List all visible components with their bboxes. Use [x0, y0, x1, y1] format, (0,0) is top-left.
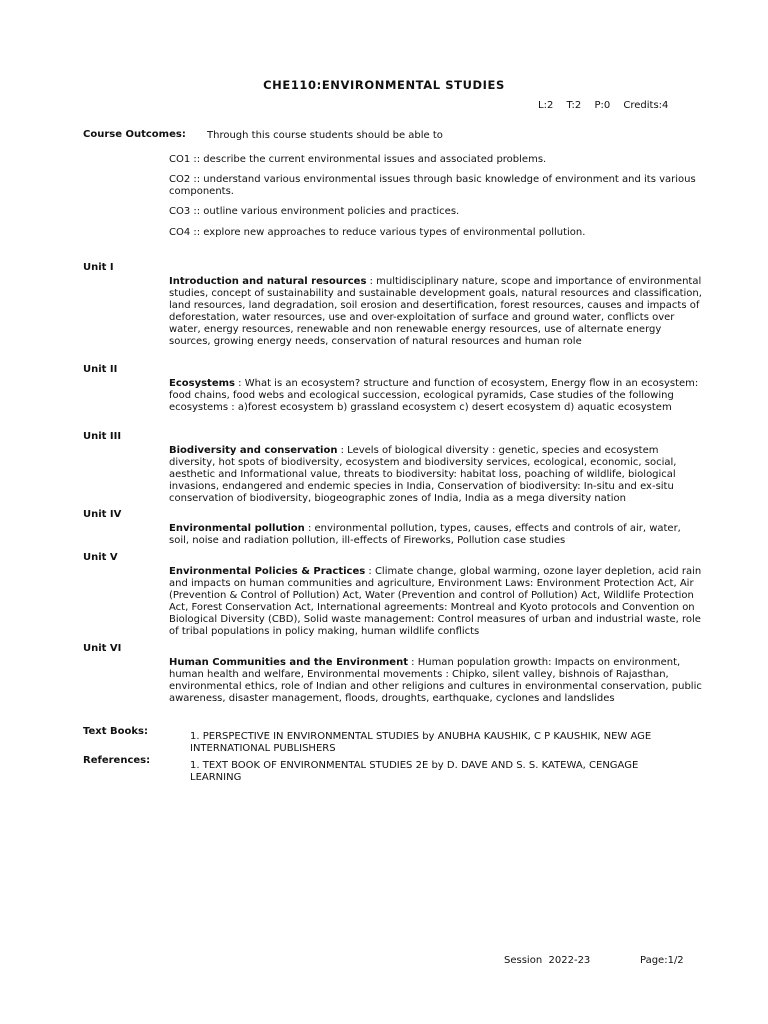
- unit-text: : Levels of biological diversity : genetic, species and ecosystem diversity, hot spots of biodiversity, ecosystem and biodiversity services, ecological, economic, social, aesthetic and Informational value, threats to biodiversity: habitat loss, poaching of wildlife, biological invasions, endangered and endemic species in India, Conservation of biodiversity: In-situ and ex-situ conservation of biodiversity, biogeographic zones of India, India as a mega diversity nation: [169, 445, 677, 504]
- document-title: CHE110:ENVIRONMENTAL STUDIES: [263, 78, 505, 92]
- unit-text: : Climate change, global warming, ozone layer depletion, acid rain and impacts on human communities and agriculture, Environment Laws: Environment Protection Act, Air (Prevention & Control of Pollution) Act, Water (Prevention and control of Pollution) Act, Wildlife Protection Act, Forest Conservation Act, International agreements: Montreal and Kyoto protocols and Convention on Biological Diversity (CBD), Solid waste management: Control measures of urban and industrial waste, role of tribal populations in policy making, human wildlife conflicts: [169, 566, 702, 637]
- course-structure: [538, 100, 678, 112]
- page-number: Page:1/2: [640, 955, 684, 966]
- unit-heading: Environmental Policies & Practices: [169, 566, 366, 577]
- unit-content: [169, 276, 704, 348]
- unit-content: [169, 657, 704, 705]
- lecture-hours: L:2: [538, 100, 554, 111]
- unit-label: Unit VI: [83, 643, 122, 654]
- unit-heading: Introduction and natural resources: [169, 276, 367, 287]
- tutorial-hours: T:2: [566, 100, 582, 111]
- text-books-label: Text Books:: [83, 726, 148, 737]
- unit-heading: Human Communities and the Environment: [169, 657, 408, 668]
- unit-label: Unit II: [83, 364, 118, 375]
- session: Session 2022-23: [504, 955, 591, 966]
- unit-heading: Ecosystems: [169, 378, 235, 389]
- outcome-item: CO2 :: understand various environmental issues through basic knowledge of environment and its various components.: [169, 174, 696, 197]
- practical-hours: P:0: [594, 100, 611, 111]
- unit-label: Unit I: [83, 262, 114, 273]
- unit-content: [169, 378, 704, 414]
- credits: Credits:4: [623, 100, 669, 111]
- outcome-item: CO4 :: explore new approaches to reduce various types of environmental pollution.: [169, 227, 586, 238]
- unit-heading: Environmental pollution: [169, 523, 305, 534]
- unit-text: : multidisciplinary nature, scope and importance of environmental studies, concept of sustainability and sustainable development goals, natural resources and classification, land resources, land degradation, soil erosion and desertification, forest resources, causes and impacts of deforestation, water resources, use and over-exploitation of surface and ground water, conflicts over water, energy resources, renewable and non renewable energy resources, use of alternate energy sources, growing energy needs, conservation of natural resources and human role: [169, 276, 702, 347]
- outcome-item: CO3 :: outline various environment policies and practices.: [169, 206, 460, 217]
- references-label: References:: [83, 755, 151, 766]
- unit-label: Unit III: [83, 431, 122, 442]
- unit-content: [169, 523, 704, 547]
- course-outcomes-intro: Through this course students should be able to: [207, 130, 443, 141]
- unit-content: [169, 445, 704, 505]
- unit-text: : What is an ecosystem? structure and function of ecosystem, Energy flow in an ecosystem: food chains, food webs and ecological succession, ecological pyramids, Case studies of the following ecosystems : a)forest ecosystem b) grassland ecosystem c) desert ecosystem d) aquatic ecosystem: [169, 378, 699, 413]
- outcome-item: CO1 :: describe the current environmental issues and associated problems.: [169, 154, 547, 165]
- unit-label: Unit V: [83, 552, 118, 563]
- text-book-item: 1. PERSPECTIVE IN ENVIRONMENTAL STUDIES by ANUBHA KAUSHIK, C P KAUSHIK, NEW AGE INTERNATIONAL PUBLISHERS: [190, 731, 652, 754]
- course-outcomes-label: Course Outcomes:: [83, 129, 186, 140]
- unit-label: Unit IV: [83, 509, 122, 520]
- reference-item: 1. TEXT BOOK OF ENVIRONMENTAL STUDIES 2E by D. DAVE AND S. S. KATEWA, CENGAGE LEARNING: [190, 760, 639, 783]
- unit-text: : Human population growth: Impacts on environment, human health and welfare, Environmental movements : Chipko, silent valley, bishnois of Rajasthan, environmental ethics, role of Indian and other religions and cultures in environmental conservation, public awareness, disaster management, floods, droughts, earthquake, cyclones and landslides: [169, 657, 702, 704]
- unit-content: [169, 566, 704, 638]
- unit-heading: Biodiversity and conservation: [169, 445, 338, 456]
- unit-text: : environmental pollution, types, causes, effects and controls of air, water, soil, noise and radiation pollution, ill-effects of Fireworks, Pollution case studies: [169, 523, 681, 546]
